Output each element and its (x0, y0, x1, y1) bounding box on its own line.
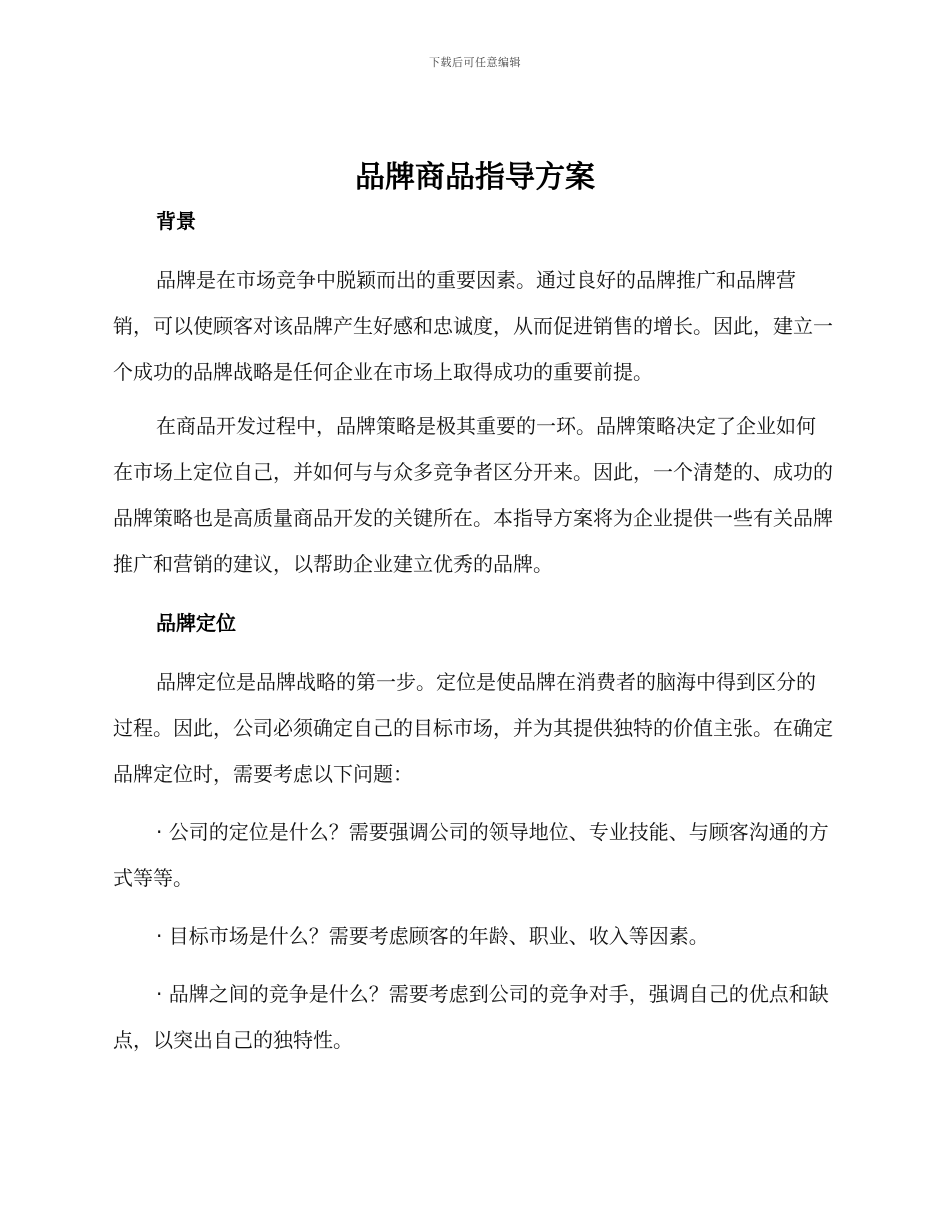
section-heading-brand-positioning: 品牌定位 (156, 611, 236, 635)
positioning-bullet-1: · 公司的定位是什么？需要强调公司的领导地位、专业技能、与顾客沟通的方式等等。 (113, 820, 829, 890)
positioning-bullet-2: · 目标市场是什么？需要考虑顾客的年龄、职业、收入等因素。 (156, 924, 709, 948)
background-paragraph-1: 品牌是在市场竞争中脱颖而出的重要因素。通过良好的品牌推广和品牌营销，可以使顾客对该品牌产生好感和忠诚度，从而促进销售的增长。因此，建立一个成功的品牌战略是任何企业在市场上取得成功的重要前提。 (113, 268, 833, 384)
positioning-bullet-3: · 品牌之间的竞争是什么？需要考虑到公司的竞争对手，强调自己的优点和缺点，以突出自己的独特性。 (113, 982, 829, 1052)
document-body (113, 205, 833, 1063)
positioning-paragraph-1: 品牌定位是品牌战略的第一步。定位是使品牌在消费者的脑海中得到区分的过程。因此，公司必须确定自己的目标市场，并为其提供独特的价值主张。在确定品牌定位时，需要考虑以下问题： (113, 670, 833, 786)
document-title: 品牌商品指导方案 (355, 160, 595, 195)
background-paragraph-2: 在商品开发过程中，品牌策略是极其重要的一环。品牌策略决定了企业如何在市场上定位自己，并如何与与众多竞争者区分开来。因此，一个清楚的、成功的品牌策略也是高质量商品开发的关键所在。本指导方案将为企业提供一些有关品牌推广和营销的建议，以帮助企业建立优秀的品牌。 (113, 414, 833, 576)
section-heading-background: 背景 (156, 209, 196, 233)
header-note: 下载后可任意编辑 (429, 56, 521, 69)
